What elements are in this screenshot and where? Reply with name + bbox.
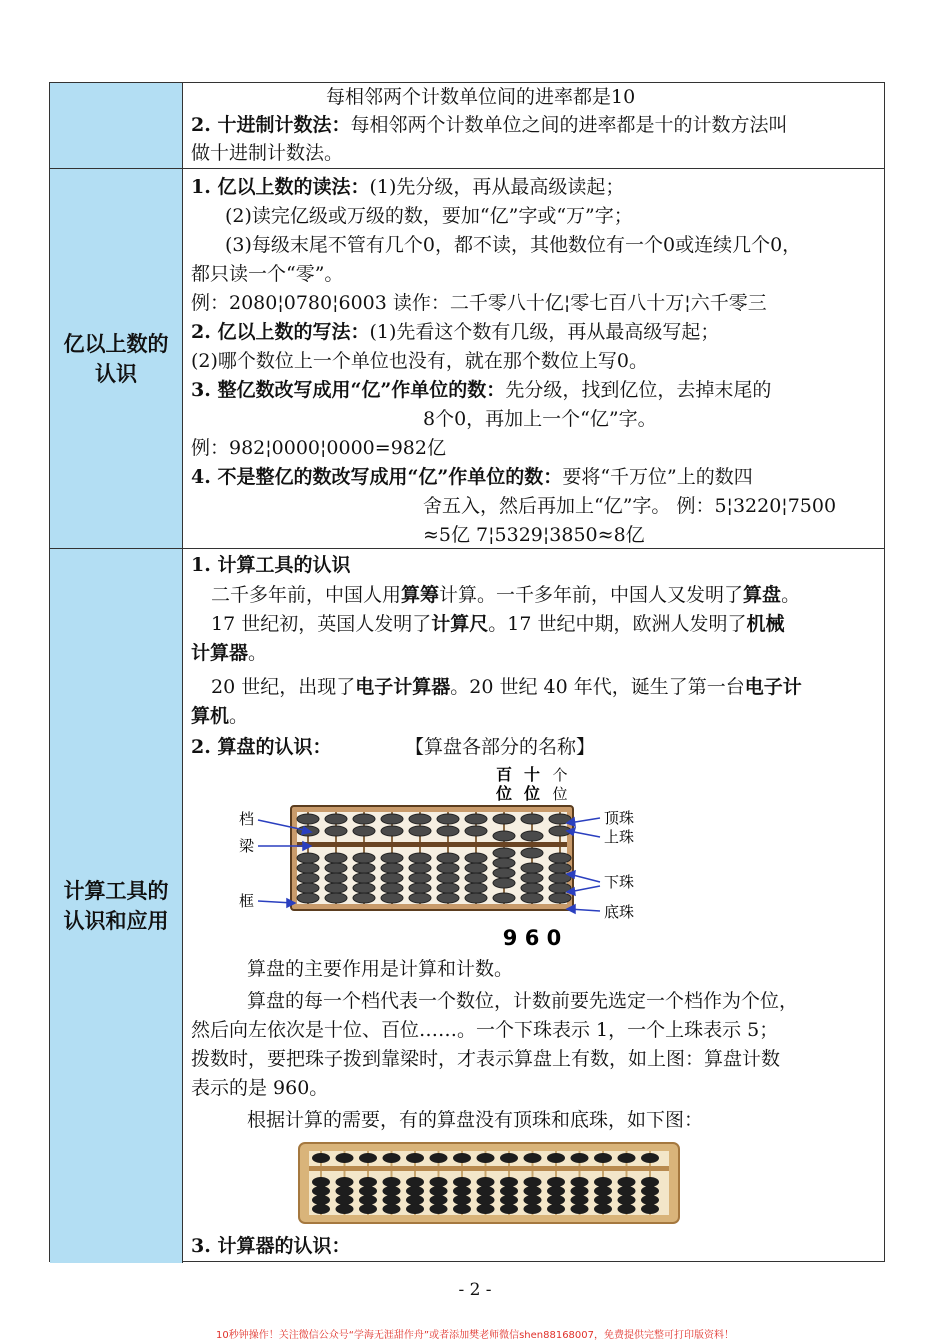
abacus-photo-bead [594,1186,612,1196]
abacus-bead [381,873,403,883]
abacus-photo-bead [618,1195,636,1205]
abacus-bead [549,893,571,903]
abacus-bead [409,873,431,883]
abacus-bead [465,883,487,893]
abacus-photo-bead [477,1177,495,1187]
abacus-photo-bead [359,1177,377,1187]
abacus-bead [409,893,431,903]
table-row-decimal [50,83,884,169]
text-line: 二千多年前，中国人用算筹计算。一千多年前，中国人又发明了算盘。 [211,584,801,606]
abacus-photo-bead [618,1186,636,1196]
text-line: 3. 整亿数改写成用“亿”作单位的数：先分级，找到亿位，去掉末尾的 [191,379,772,401]
text-line: 17 世纪初，英国人发明了计算尺。17 世纪中期，欧洲人发明了机械 [211,613,785,635]
abacus-bead [297,853,319,863]
abacus-photo-bead [453,1186,471,1196]
abacus-bead [437,863,459,873]
abacus-photo-bead [406,1177,424,1187]
text-line: 4. 不是整亿的数改写成用“亿”作单位的数：要将“千万位”上的数四 [191,466,753,488]
footer-note: 10秒钟操作！关注微信公众号“学海无涯甜作舟”或者添加樊老师微信shen88168007，免费提供完整可打印版资料！ [215,1330,735,1341]
abacus-bead [437,883,459,893]
text-line: 计算器。 [191,642,268,664]
abacus-bead [521,848,543,858]
abacus-photo-bead [524,1186,542,1196]
abacus-bead [353,853,375,863]
abacus-bead [325,814,347,824]
figure-caption: 【算盘各部分的名称】 [405,736,596,758]
abacus-photo-bead [477,1204,495,1214]
abacus-photo-bead [336,1186,354,1196]
abacus-bead [493,878,515,888]
abacus-photo [291,1139,691,1229]
label-dang: 档 [239,810,255,828]
abacus-photo-bead [477,1195,495,1205]
abacus-bead [297,873,319,883]
abacus-photo-bead [524,1177,542,1187]
place-label-wei: 位 [495,784,513,803]
abacus-bead [409,883,431,893]
abacus-photo-bead [618,1153,636,1163]
place-label-bai: 百 [495,765,513,784]
abacus-photo-bead [477,1153,495,1163]
abacus-photo-bead [336,1153,354,1163]
abacus-bead [353,863,375,873]
abacus-bead [353,826,375,836]
abacus-bead [381,893,403,903]
abacus-photo-bead [547,1204,565,1214]
abacus-photo-bead [547,1153,565,1163]
abacus-photo-bead [453,1195,471,1205]
abacus-bead [353,893,375,903]
abacus-bead [549,853,571,863]
abacus-photo-bead [406,1204,424,1214]
abacus-photo-bead [336,1177,354,1187]
text-line: 2. 十进制计数法：每相邻两个计数单位之间的进率都是十的计数方法叫 [191,114,788,136]
place-label-shi: 十 [523,765,541,784]
abacus-bead [409,863,431,873]
abacus-bead [381,814,403,824]
abacus-photo-bead [430,1177,448,1187]
abacus-bead [353,873,375,883]
abacus-bead [437,873,459,883]
abacus-bead [465,853,487,863]
abacus-photo-bead [430,1153,448,1163]
abacus-bead [353,883,375,893]
abacus-photo-bead [430,1186,448,1196]
text-line: (2)哪个数位上一个单位也没有，就在那个数位上写0。 [191,350,649,372]
label-kuang: 框 [239,892,255,910]
abacus-bead [381,853,403,863]
abacus-photo-bead [594,1204,612,1214]
text-line: 表示的是 960。 [191,1077,329,1099]
text-line: 例：2080¦0780¦6003 读作：二千零八十亿¦零七百八十万¦六千零三 [191,292,767,314]
abacus-photo-bead [571,1153,589,1163]
abacus-bead [521,873,543,883]
abacus-bead [325,873,347,883]
abacus-photo-bead [524,1204,542,1214]
abacus-bead [325,883,347,893]
text-line: 算盘的主要作用是计算和计数。 [247,958,514,980]
abacus-bead [437,814,459,824]
abacus-bead [297,883,319,893]
abacus-photo-bead [618,1204,636,1214]
abacus-value: 9 6 0 [502,926,562,950]
abacus-photo-bead [383,1153,401,1163]
label-shangzhu: 上珠 [604,828,635,846]
page-number: - 2 - [458,1280,492,1300]
abacus-photo-bead [359,1186,377,1196]
abacus-photo-bead [594,1153,612,1163]
abacus-photo-bead [312,1153,330,1163]
abacus-bead [465,826,487,836]
abacus-bead [437,826,459,836]
abacus-bead [521,883,543,893]
abacus-bead [465,814,487,824]
abacus-photo-bead [547,1177,565,1187]
abacus-photo-bead [406,1186,424,1196]
abacus-bead [493,868,515,878]
abacus-photo-bead [571,1177,589,1187]
abacus-bead [409,826,431,836]
abacus-photo-bead [547,1186,565,1196]
abacus-bead [325,826,347,836]
abacus-bead [465,893,487,903]
row-label: 计算工具的 认识和应用 [50,549,183,1263]
abacus-bead [325,863,347,873]
row-label: 亿以上数的 认识 [50,169,183,548]
abacus-bead [437,853,459,863]
abacus-beam [297,842,567,847]
abacus-photo-bead [312,1186,330,1196]
abacus-bead [493,814,515,824]
text-line: 然后向左依次是十位、百位……。一个下珠表示 1，一个上珠表示 5； [191,1019,779,1041]
abacus-bead [493,893,515,903]
abacus-photo-bead [430,1195,448,1205]
abacus-photo-bead [641,1204,659,1214]
text-line: 8个0，再加上一个“亿”字。 [423,408,657,430]
abacus-bead [297,863,319,873]
abacus-bead [409,853,431,863]
abacus-photo-bead [524,1195,542,1205]
section-heading: 1. 计算工具的认识 [191,554,351,576]
abacus-photo-bead [500,1195,518,1205]
abacus-bead [465,863,487,873]
abacus-photo-bead [641,1186,659,1196]
abacus-photo-bead [571,1195,589,1205]
text-line: 做十进制计数法。 [191,142,344,164]
label-xiazhu: 下珠 [604,873,635,891]
abacus-photo-bead [453,1177,471,1187]
abacus-photo-beam [309,1166,669,1171]
abacus-photo-bead [312,1195,330,1205]
abacus-photo-bead [641,1177,659,1187]
abacus-photo-bead [359,1153,377,1163]
abacus-photo-bead [383,1186,401,1196]
abacus-bead [381,863,403,873]
text-line: 每相邻两个计数单位间的进率都是10 [326,86,636,108]
abacus-bead [521,814,543,824]
abacus-photo-bead [641,1153,659,1163]
text-line: 算机。 [191,705,249,727]
abacus-photo-bead [359,1195,377,1205]
abacus-photo-bead [336,1195,354,1205]
abacus-bead [493,858,515,868]
content-table [49,82,885,1262]
abacus-bead [353,814,375,824]
abacus-photo-bead [430,1204,448,1214]
abacus-photo-bead [336,1204,354,1214]
place-label-ge: 个 [552,766,568,784]
abacus-photo-bead [312,1204,330,1214]
text-line: ≈5亿 7¦5329¦3850≈8亿 [423,524,645,546]
abacus-photo-beads [312,1153,659,1214]
abacus-photo-bead [524,1153,542,1163]
abacus-photo-bead [571,1186,589,1196]
abacus-photo-bead [618,1177,636,1187]
abacus-photo-bead [500,1177,518,1187]
abacus-photo-bead [359,1204,377,1214]
text-line: 算盘的每一个档代表一个数位，计数前要先选定一个档作为个位， [247,990,799,1012]
abacus-bead [297,814,319,824]
abacus-bead [409,814,431,824]
abacus-photo-bead [406,1153,424,1163]
abacus-photo-bead [383,1204,401,1214]
table-row-large-numbers [50,169,884,549]
abacus-photo-bead [500,1153,518,1163]
abacus-photo-bead [383,1177,401,1187]
text-line: 根据计算的需要，有的算盘没有顶珠和底珠，如下图： [247,1109,704,1131]
text-line: 例：982¦0000¦0000=982亿 [191,437,446,459]
abacus-photo-bead [641,1195,659,1205]
abacus-bead [549,863,571,873]
abacus-photo-bead [571,1204,589,1214]
place-label-wei: 位 [552,785,568,803]
abacus-photo-bead [500,1204,518,1214]
text-line: 2. 亿以上数的写法：(1)先看这个数有几级，再从最高级写起； [191,321,720,343]
abacus-photo-bead [383,1195,401,1205]
abacus-bead [381,826,403,836]
abacus-photo-bead [500,1186,518,1196]
abacus-bead [297,893,319,903]
place-label-wei: 位 [523,784,541,803]
text-line: (2)读完亿级或万级的数，要加“亿”字或“万”字； [225,205,633,227]
abacus-bead [381,883,403,893]
label-liang: 梁 [239,837,255,855]
label-dizhu: 底珠 [604,903,635,921]
text-line: 都只读一个“零”。 [191,263,344,285]
abacus-bead [325,893,347,903]
section-heading: 3. 计算器的认识： [191,1235,351,1257]
section-heading: 2. 算盘的认识： [191,736,332,758]
text-line: 拨数时，要把珠子拨到靠梁时，才表示算盘上有数，如上图：算盘计数 [191,1048,781,1070]
abacus-bead [521,831,543,841]
abacus-bead [521,893,543,903]
abacus-photo-bead [406,1195,424,1205]
text-line: (3)每级末尾不管有几个0，都不读，其他数位有一个0或连续几个0， [225,234,802,256]
abacus-bead [465,873,487,883]
abacus-photo-bead [312,1177,330,1187]
abacus-bead [325,853,347,863]
abacus-bead [437,893,459,903]
abacus-photo-bead [594,1177,612,1187]
abacus-bead [493,848,515,858]
abacus-photo-bead [547,1195,565,1205]
label-dingzhu: 顶珠 [604,809,635,827]
text-line: 舍五入，然后再加上“亿”字。 例：5¦3220¦7500 [423,495,837,517]
abacus-bead [493,831,515,841]
row-label-empty [50,83,183,168]
abacus-diagram [191,761,751,951]
text-line: 1. 亿以上数的读法：(1)先分级，再从最高级读起； [191,176,625,198]
abacus-bead [521,863,543,873]
abacus-photo-bead [594,1195,612,1205]
text-line: 20 世纪，出现了电子计算器。20 世纪 40 年代，诞生了第一台电子计 [211,676,802,698]
abacus-photo-bead [453,1153,471,1163]
table-row-calc-tools [50,549,884,1263]
abacus-photo-bead [453,1204,471,1214]
abacus-photo-bead [477,1186,495,1196]
